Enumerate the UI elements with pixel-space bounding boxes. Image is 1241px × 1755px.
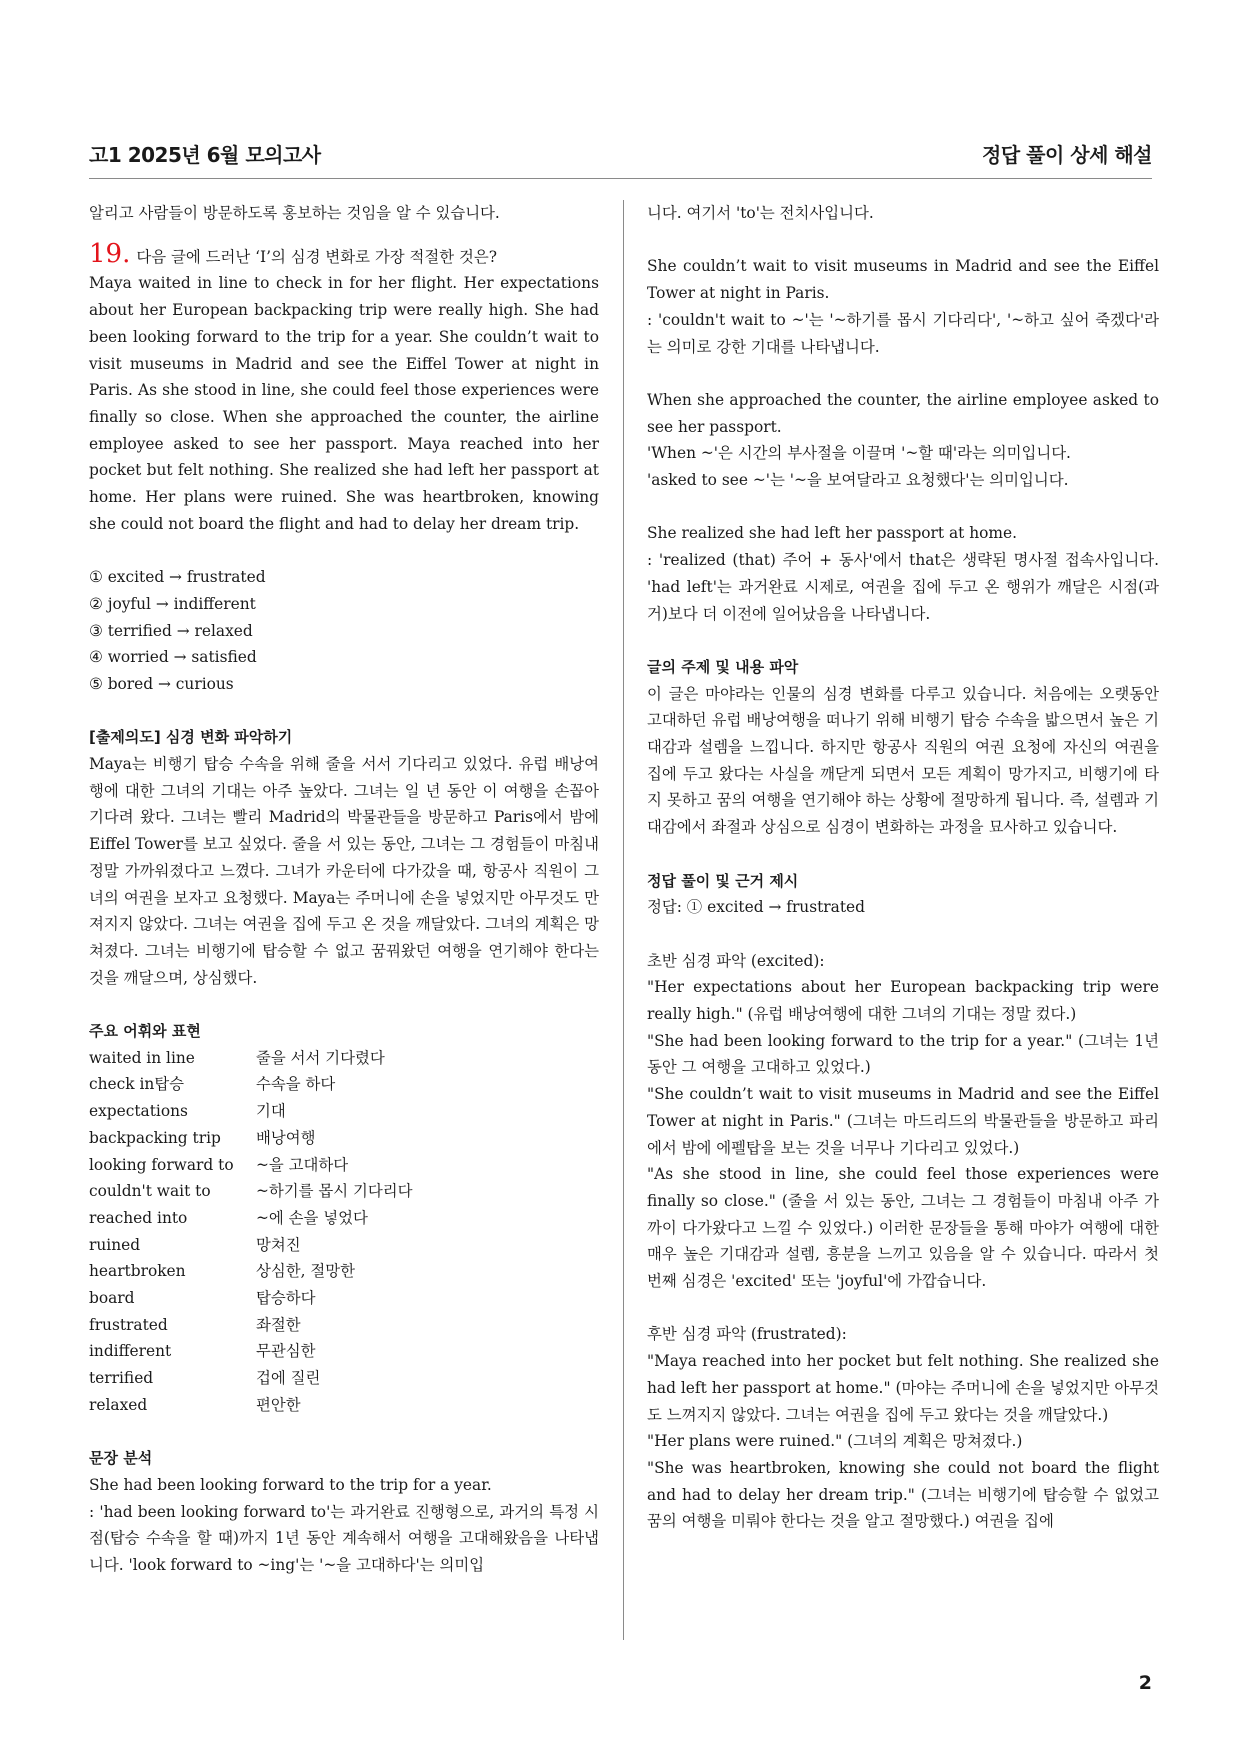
- vocab-term: check in탑승: [89, 1075, 185, 1094]
- analysis-sentence: When she approached the counter, the airline employee asked to see her passport.: [647, 390, 1159, 436]
- vocab-row: [89, 1205, 599, 1232]
- vocab-term: board: [89, 1289, 135, 1308]
- vocab-meaning: 편안한: [256, 1395, 301, 1414]
- header-divider: [89, 178, 1152, 179]
- vocab-meaning: 탑승하다: [256, 1289, 316, 1308]
- document-subtitle: 정답 풀이 상세 해설: [982, 143, 1152, 167]
- vocab-meaning: 망쳐진: [256, 1235, 301, 1254]
- vocab-term: heartbroken: [89, 1262, 186, 1281]
- vocab-term: indifferent: [89, 1342, 172, 1361]
- vocab-row: [89, 1285, 599, 1312]
- vocab-list: [89, 1045, 599, 1419]
- evidence-quote: "As she stood in line, she could feel those experiences were finally so close." (줄을 서 있는 동안, 그녀는 그 경험들이 마침내 아주 가까이 다가왔다고 느낄 수 있었다.) 이러한 문장들을 통해 마야가 여행에 대한 매우 높은 기대감과 설렘, 흥분을 느끼고 있음을 알 수 있습니다. 따라서 첫 번째 심경은 'excited' 또는 'joyful'에 가깝습니다.: [647, 1165, 1159, 1291]
- question-passage: Maya waited in line to check in for her flight. Her expectations about her European backpacking trip were really high. She had been looking forward to the trip for a year. She couldn’t wait to visit museums in Madrid and see the Eiffel Tower at night in Paris. As she stood in line, she could feel those experiences were finally so close. When she approached the counter, the airline employee asked to see her passport. Maya reached into her pocket but felt nothing. She realized she had left her passport at home. Her plans were ruined. She was heartbroken, knowing she could not board the flight and had to delay her dream trip.: [89, 274, 599, 533]
- evidence-quote: "Maya reached into her pocket but felt nothing. She realized she had left her passport at home." (마야는 주머니에 손을 넣었지만 아무것도 느껴지지 않았다. 그녀는 여권을 집에 두고 왔다는 것을 깨달았다.): [647, 1352, 1159, 1424]
- option-3: ③ terrified → relaxed: [89, 621, 253, 640]
- column-divider: [623, 200, 624, 1640]
- vocab-term: reached into: [89, 1208, 188, 1227]
- question-header: [89, 238, 599, 271]
- vocab-title: 주요 어휘와 표현: [89, 1022, 201, 1041]
- question-number: 19.: [89, 238, 131, 269]
- vocab-meaning: 겁에 질린: [256, 1369, 321, 1388]
- vocab-term: relaxed: [89, 1395, 148, 1414]
- analysis-note: : 'couldn't wait to ~'는 '~하기를 몹시 기다리다', '~하고 싶어 죽겠다'라는 의미로 강한 기대를 나타냅니다.: [647, 310, 1159, 356]
- vocab-row: [89, 1071, 599, 1098]
- vocab-meaning: 좌절한: [256, 1315, 301, 1334]
- vocab-term: backpacking trip: [89, 1128, 221, 1147]
- document-title: 고1 2025년 6월 모의고사: [89, 143, 321, 167]
- analysis-title: 문장 분석: [89, 1449, 153, 1468]
- vocab-row: [89, 1365, 599, 1392]
- vocab-meaning: ~하기를 몹시 기다리다: [256, 1182, 413, 1201]
- intent-title: [출제의도] 심경 변화 파악하기: [89, 728, 293, 747]
- option-1: ① excited → frustrated: [89, 568, 266, 587]
- vocab-meaning: 무관심한: [256, 1342, 316, 1361]
- vocab-meaning: ~에 손을 넣었다: [256, 1208, 368, 1227]
- analysis-sentence: She realized she had left her passport at home.: [647, 524, 1018, 543]
- answer-title: 정답 풀이 및 근거 제시: [647, 871, 799, 890]
- vocab-row: [89, 1098, 599, 1125]
- analysis-note: 'asked to see ~'는 '~을 보여달라고 요청했다'는 의미입니다.: [647, 471, 1069, 489]
- vocab-row: [89, 1125, 599, 1152]
- vocab-term: couldn't wait to: [89, 1182, 211, 1201]
- analysis-note: : 'realized (that) 주어 + 동사'에서 that은 생략된 명사절 접속사입니다. 'had left'는 과거완료 시제로, 여권을 집에 두고 온 행위가 깨달은 시점(과거)보다 더 이전에 일어났음을 나타냅니다.: [647, 551, 1159, 623]
- vocab-meaning: 기대: [256, 1102, 286, 1121]
- vocab-meaning: 배낭여행: [256, 1128, 316, 1147]
- vocab-term: waited in line: [89, 1048, 195, 1067]
- theme-title: 글의 주제 및 내용 파악: [647, 657, 799, 676]
- vocab-row: [89, 1258, 599, 1285]
- vocab-meaning: 줄을 서서 기다렸다: [256, 1048, 385, 1067]
- carryover-text: 니다. 여기서 'to'는 전치사입니다.: [647, 204, 874, 222]
- vocab-term: looking forward to: [89, 1155, 234, 1174]
- intent-translation: Maya는 비행기 탑승 수속을 위해 줄을 서서 기다리고 있었다. 유럽 배낭여행에 대한 그녀의 기대는 아주 높았다. 그녀는 일 년 동안 이 여행을 손꼽아 기다려 왔다. 그녀는 빨리 Madrid의 박물관들을 방문하고 Paris에서 밤에 Eiffel Tower를 보고 싶었다. 줄을 서 있는 동안, 그녀는 그 경험들이 마침내 정말 가까워졌다고 느꼈다. 그녀가 카운터에 다가갔을 때, 항공사 직원이 그녀의 여권을 보자고 요청했다. Maya는 주머니에 손을 넣었지만 아무것도 만져지지 않았다. 그녀는 여권을 집에 두고 온 것을 깨달았다. 그녀의 계획은 망쳐졌다. 그녀는 비행기에 탑승할 수 없고 꿈꿔왔던 여행을 연기해야 한다는 것을 깨달으며, 상심했다.: [89, 755, 599, 987]
- late-mood-title: 후반 심경 파악 (frustrated):: [647, 1325, 847, 1344]
- left-column: [89, 200, 599, 1579]
- correct-answer: 정답: ① excited → frustrated: [647, 898, 865, 917]
- vocab-term: expectations: [89, 1102, 188, 1121]
- vocab-row: [89, 1338, 599, 1365]
- vocab-row: [89, 1178, 599, 1205]
- vocab-row: [89, 1232, 599, 1259]
- option-4: ④ worried → satisfied: [89, 648, 257, 667]
- analysis-sentence: She had been looking forward to the trip for a year.: [89, 1475, 492, 1494]
- theme-body: 이 글은 마야라는 인물의 심경 변화를 다루고 있습니다. 처음에는 오랫동안 고대하던 유럽 배낭여행을 떠나기 위해 비행기 탑승 수속을 밟으면서 높은 기대감과 설렘을 느낍니다. 하지만 항공사 직원의 여권 요청에 자신의 여권을 집에 두고 왔다는 사실을 깨닫게 되면서 모든 계획이 망가지고, 비행기에 타지 못하고 꿈의 여행을 연기해야 하는 상황에 절망하게 됩니다. 즉, 설렘과 기대감에서 좌절과 상심으로 심경이 변화하는 과정을 묘사하고 있습니다.: [647, 684, 1159, 837]
- vocab-term: ruined: [89, 1235, 141, 1254]
- question-prompt: 다음 글에 드러난 ‘I’의 심경 변화로 가장 적절한 것은?: [136, 247, 497, 266]
- early-mood-title: 초반 심경 파악 (excited):: [647, 951, 825, 970]
- vocab-meaning: ~을 고대하다: [256, 1155, 349, 1174]
- evidence-quote: "She couldn’t wait to visit museums in Madrid and see the Eiffel Tower at night in Paris." (그녀는 마드리드의 박물관들을 방문하고 파리에서 밤에 에펠탑을 보는 것을 너무나 기다리고 있었다.): [647, 1085, 1159, 1157]
- answer-options: [89, 564, 599, 698]
- vocab-row: [89, 1152, 599, 1179]
- vocab-row: [89, 1312, 599, 1339]
- evidence-quote: "She was heartbroken, knowing she could not board the flight and had to delay her dream trip." (그녀는 비행기에 탑승할 수 없었고 꿈의 여행을 미뤄야 한다는 것을 알고 절망했다.) 여권을 집에: [647, 1458, 1159, 1531]
- option-5: ⑤ bored → curious: [89, 674, 234, 693]
- page-number: 2: [1138, 1672, 1152, 1694]
- vocab-term: terrified: [89, 1369, 154, 1388]
- vocab-row: [89, 1392, 599, 1419]
- vocab-row: [89, 1045, 599, 1072]
- evidence-quote: "Her expectations about her European backpacking trip were really high." (유럽 배낭여행에 대한 그녀의 기대는 정말 컸다.): [647, 978, 1159, 1023]
- evidence-quote: "She had been looking forward to the trip for a year." (그녀는 1년 동안 그 여행을 고대하고 있었다.): [647, 1031, 1159, 1077]
- analysis-sentence: She couldn’t wait to visit museums in Madrid and see the Eiffel Tower at night in Paris.: [647, 257, 1159, 303]
- vocab-meaning: 수속을 하다: [256, 1075, 336, 1094]
- vocab-term: frustrated: [89, 1315, 168, 1334]
- evidence-quote: "Her plans were ruined." (그녀의 계획은 망쳐졌다.): [647, 1432, 1023, 1451]
- right-column: [647, 200, 1159, 1535]
- option-2: ② joyful → indifferent: [89, 594, 256, 613]
- analysis-note: 'When ~'은 시간의 부사절을 이끌며 '~할 때'라는 의미입니다.: [647, 444, 1071, 463]
- vocab-meaning: 상심한, 절망한: [256, 1262, 355, 1281]
- carryover-text: 알리고 사람들이 방문하도록 홍보하는 것임을 알 수 있습니다.: [89, 204, 500, 222]
- analysis-note: : 'had been looking forward to'는 과거완료 진행형으로, 과거의 특정 시점(탑승 수속을 할 때)까지 1년 동안 계속해서 여행을 고대해왔음을 나타냅니다. 'look forward to ~ing'는 '~을 고대하다'는 의미입: [89, 1502, 599, 1575]
